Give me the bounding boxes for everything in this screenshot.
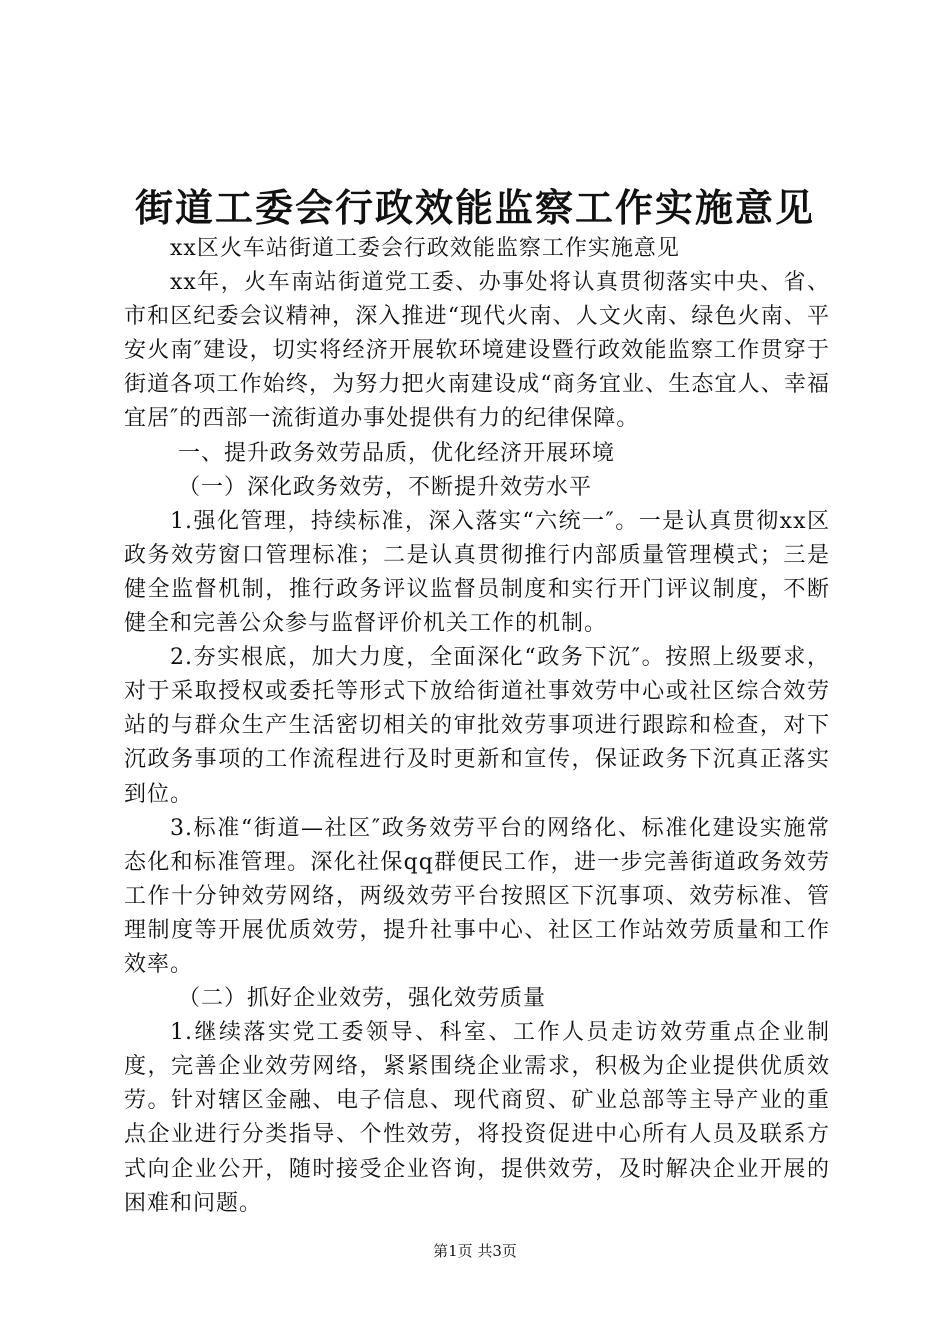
- subsection-heading: （二）抓好企业效劳，强化效劳质量: [178, 986, 547, 1012]
- document-title: 街道工委会行政效能监察工作实施意见: [134, 185, 815, 230]
- body-paragraph: xx年，火车南站街道党工委、办事处将认真贯彻落实中央、省、市和区纪委会议精神，深入推进“现代火南、人文火南、绿色火南、平安火南″建设，切实将经济开展软环境建设暨行政效能监察工作贯穿于街道各项工作始终，为努力把火南建设成“商务宜业、生态宜人、幸福宜居″的西部一流街道办事处提供有力的纪律保障。: [124, 270, 830, 432]
- body-paragraph: 1.强化管理，持续标准，深入落实“六统一″。一是认真贯彻xx区政务效劳窗口管理标准；二是认真贯彻推行内部质量管理模式；三是健全监督机制，推行政务评议监督员制度和实行开门评议制度，不断健全和完善公众参与监督评价机关工作的机制。: [124, 508, 830, 637]
- page-number-footer: 第1页 共3页: [433, 1242, 517, 1260]
- body-paragraph: 1.继续落实党工委领导、科室、工作人员走访效劳重点企业制度，完善企业效劳网络，紧紧围绕企业需求，积极为企业提供优质效劳。针对辖区金融、电子信息、现代商贸、矿业总部等主导产业的重点企业进行分类指导、个性效劳，将投资促进中心所有人员及联系方式向企业公开，随时接受企业咨询，提供效劳，及时解决企业开展的困难和问题。: [124, 1020, 830, 1216]
- section-heading: 一、提升政务效劳品质，优化经济开展环境: [178, 440, 616, 466]
- subtitle-paragraph: xx区火车站街道工委会行政效能监察工作实施意见: [170, 236, 680, 261]
- subsection-heading: （一）深化政务效劳，不断提升效劳水平: [178, 474, 593, 500]
- body-paragraph: 2.夯实根底，加大力度，全面深化“政务下沉″。按照上级要求，对于采取授权或委托等形式下放给街道社事效劳中心或社区综合效劳站的与群众生产生活密切相关的审批效劳事项进行跟踪和检查，对下沉政务事项的工作流程进行及时更新和宣传，保证政务下沉真正落实到位。: [124, 645, 830, 807]
- body-paragraph: 3.标准“街道—社区″政务效劳平台的网络化、标准化建设实施常态化和标准管理。深化社保qq群便民工作，进一步完善街道政务效劳工作十分钟效劳网络，两级效劳平台按照区下沉事项、效劳标准、管理制度等开展优质效劳，提升社事中心、社区工作站效劳质量和工作效率。: [124, 815, 830, 977]
- document-body: [124, 232, 830, 1221]
